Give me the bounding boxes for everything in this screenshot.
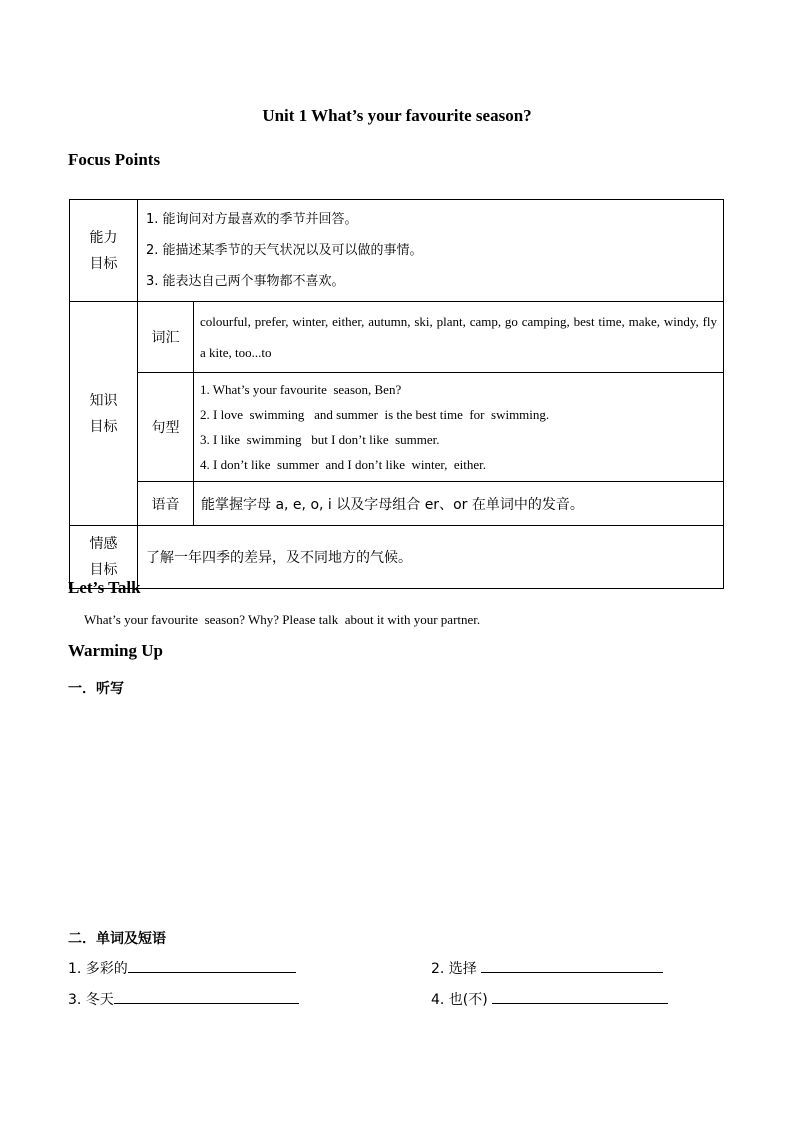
fill-blank[interactable]	[492, 989, 668, 1004]
ability-list	[138, 200, 724, 302]
ability-item: 3. 能表达自己两个事物都不喜欢。	[146, 274, 345, 289]
phonetics-label: 语音	[138, 482, 194, 526]
phonetics-row	[70, 482, 724, 526]
dictation-heading: 一．听写	[68, 681, 124, 697]
emotion-row	[70, 526, 724, 589]
fill-blank[interactable]	[481, 958, 663, 973]
page-title: Unit 1 What’s your favourite season?	[262, 106, 532, 125]
sentence-label: 句型	[138, 373, 194, 482]
vocab-text: colourful, prefer, winter, either, autumn, ski, plant, camp, go camping, best time, make, windy, fly a kite, too...to	[194, 302, 724, 373]
ability-item: 1. 能询问对方最喜欢的季节并回答。	[146, 212, 358, 227]
emotion-label-line1: 情感	[89, 536, 118, 552]
sentence-list	[194, 373, 724, 482]
vocab-section-heading: 二．单词及短语	[68, 931, 166, 947]
fill-item-label: 1. 多彩的	[68, 961, 128, 977]
vocab-label: 词汇	[138, 302, 194, 373]
fill-item	[431, 958, 663, 978]
knowledge-label-line1: 知识	[89, 392, 118, 409]
lets-talk-text: What’s your favourite season? Why? Please talk about it with your partner.	[84, 612, 481, 627]
ability-row	[70, 200, 724, 302]
sentence-item: 1. What’s your favourite season, Ben?	[200, 382, 402, 397]
sentence-item: 4. I don’t like summer and I don’t like winter, either.	[200, 457, 487, 472]
knowledge-label	[70, 302, 138, 526]
focus-points-heading: Focus Points	[68, 150, 161, 169]
emotion-text: 了解一年四季的差异，及不同地方的气候。	[138, 526, 724, 589]
ability-item: 2. 能描述某季节的天气状况以及可以做的事情。	[146, 243, 423, 258]
fill-item	[431, 989, 668, 1009]
knowledge-label-line2: 目标	[89, 418, 118, 435]
focus-points-table	[69, 199, 724, 589]
phonetics-text: 能掌握字母 a, e, o, i 以及字母组合 er、or 在单词中的发音。	[194, 482, 724, 526]
fill-blank[interactable]	[128, 958, 296, 973]
sentence-row	[70, 373, 724, 482]
fill-item-label: 2. 选择	[431, 961, 482, 977]
ability-label-line2: 目标	[89, 255, 118, 272]
vocab-row	[70, 302, 724, 373]
ability-label-line1: 能力	[89, 229, 118, 246]
sentence-item: 3. I like swimming but I don’t like summer.	[200, 432, 440, 447]
dictation-area[interactable]	[68, 700, 724, 920]
warming-up-heading: Warming Up	[68, 641, 163, 660]
fill-item-label: 3. 冬天	[68, 992, 114, 1008]
fill-blank[interactable]	[114, 989, 299, 1004]
fill-item	[68, 958, 296, 978]
lets-talk-heading: Let’s Talk	[68, 578, 141, 597]
emotion-label-line2: 目标	[89, 562, 118, 578]
fill-item-label: 4. 也(不)	[431, 992, 493, 1008]
fill-item	[68, 989, 299, 1009]
ability-label	[70, 200, 138, 302]
sentence-item: 2. I love swimming and summer is the best time for swimming.	[200, 407, 550, 422]
